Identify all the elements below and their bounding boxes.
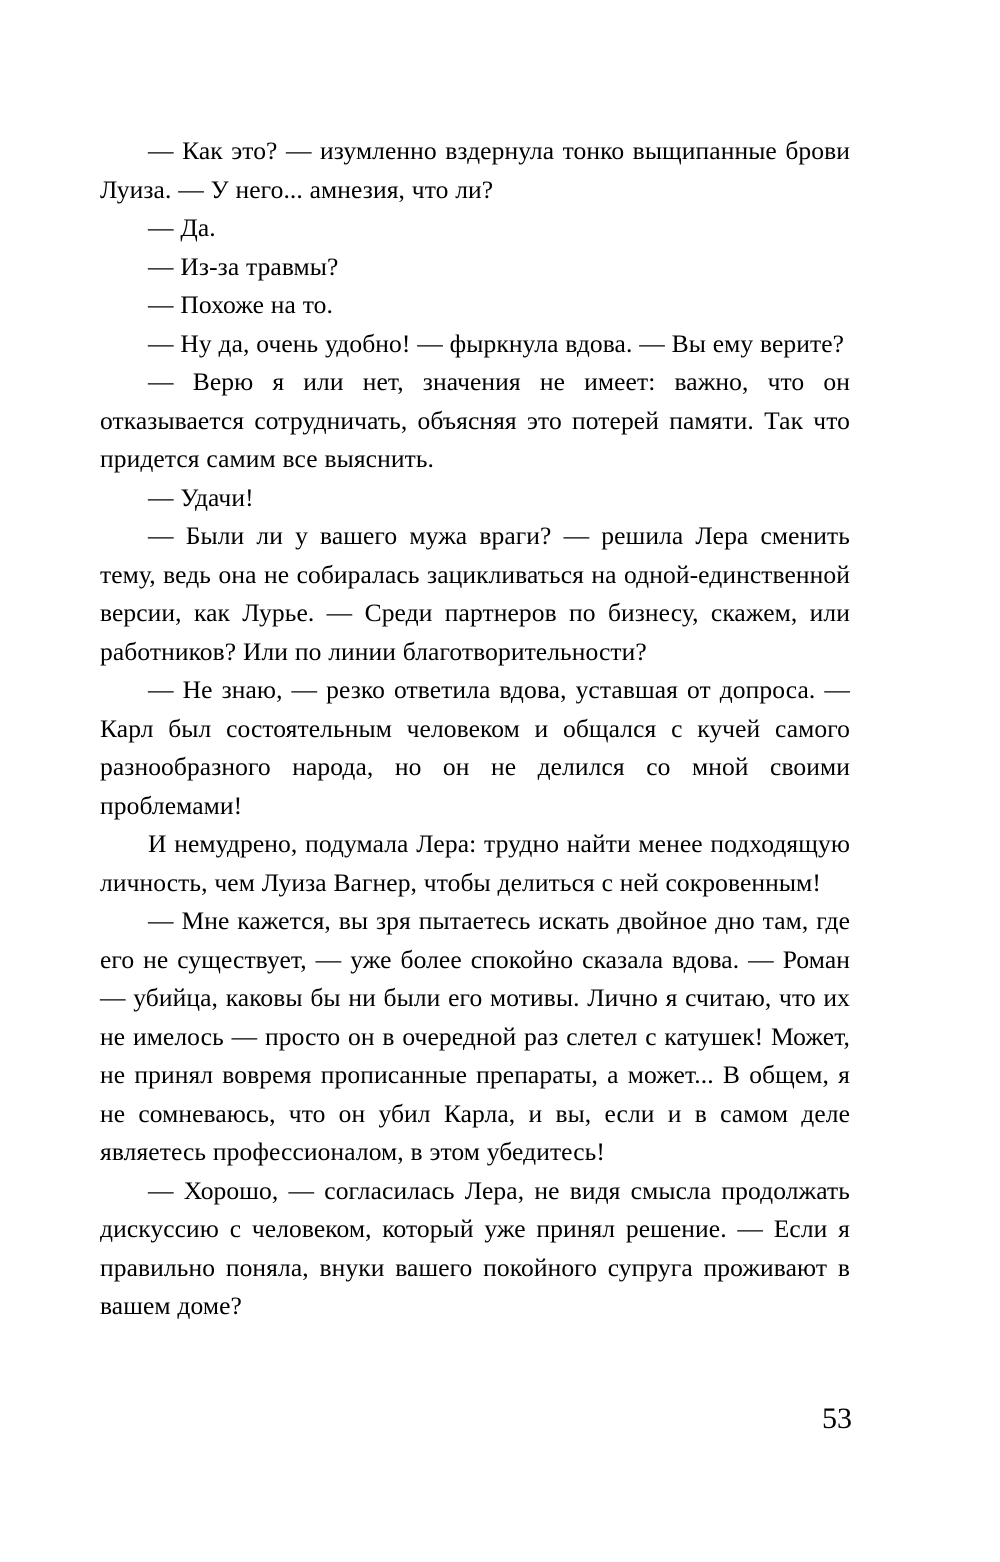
- paragraph: — Верю я или нет, значения не имеет: важно, что он отказывается сотрудничать, объясняя это потерей памяти. Так что придется самим все выяснить.: [100, 367, 850, 473]
- paragraph: — Похоже на то.: [148, 290, 333, 319]
- paragraph: — Были ли у вашего мужа враги? — решила Лера сменить тему, ведь она не собиралась зацикливаться на одной-единственной версии, как Лурье. — Среди партнеров по бизнесу, скажем, или работников? Или по линии благотворительности?: [100, 521, 850, 666]
- paragraph: — Хорошо, — согласилась Лера, не видя смысла продолжать дискуссию с человеком, который уже принял решение. — Если я правильно поняла, внуки вашего покойного супруга проживают в вашем доме?: [100, 1175, 850, 1320]
- paragraph: — Да.: [148, 213, 216, 242]
- paragraph: — Мне кажется, вы зря пытаетесь искать двойное дно там, где его не существует, — уже более спокойно сказала вдова. — Роман — убийца, каковы бы ни были его мотивы. Лично я считаю, что их не имелось — просто он в очередной раз слетел с катушек! Может, не принял вовремя прописанные препараты, а может... В общем, я не сомневаюсь, что он убил Карла, и вы, если и в самом деле являетесь профессионалом, в этом убедитесь!: [100, 906, 850, 1166]
- paragraph: — Не знаю, — резко ответила вдова, уставшая от допроса. — Карл был состоятельным человеком и общался с кучей самого разнообразного народа, но он не делился со мной своими проблемами!: [100, 675, 850, 820]
- page-body-text: [100, 132, 850, 1326]
- paragraph: — Удачи!: [148, 482, 254, 512]
- page-number: 53: [822, 1402, 852, 1435]
- paragraph: — Ну да, очень удобно! — фыркнула вдова. — Вы ему верите?: [148, 328, 845, 358]
- paragraph: — Как это? — изумленно вздернула тонко выщипанные брови Луиза. — У него... амнезия, что ли?: [100, 136, 850, 204]
- paragraph: — Из-за травмы?: [148, 251, 339, 281]
- paragraph: И немудрено, подумала Лера: трудно найти менее подходящую личность, чем Луиза Вагнер, чтобы делиться с ней сокровенным!: [100, 829, 850, 897]
